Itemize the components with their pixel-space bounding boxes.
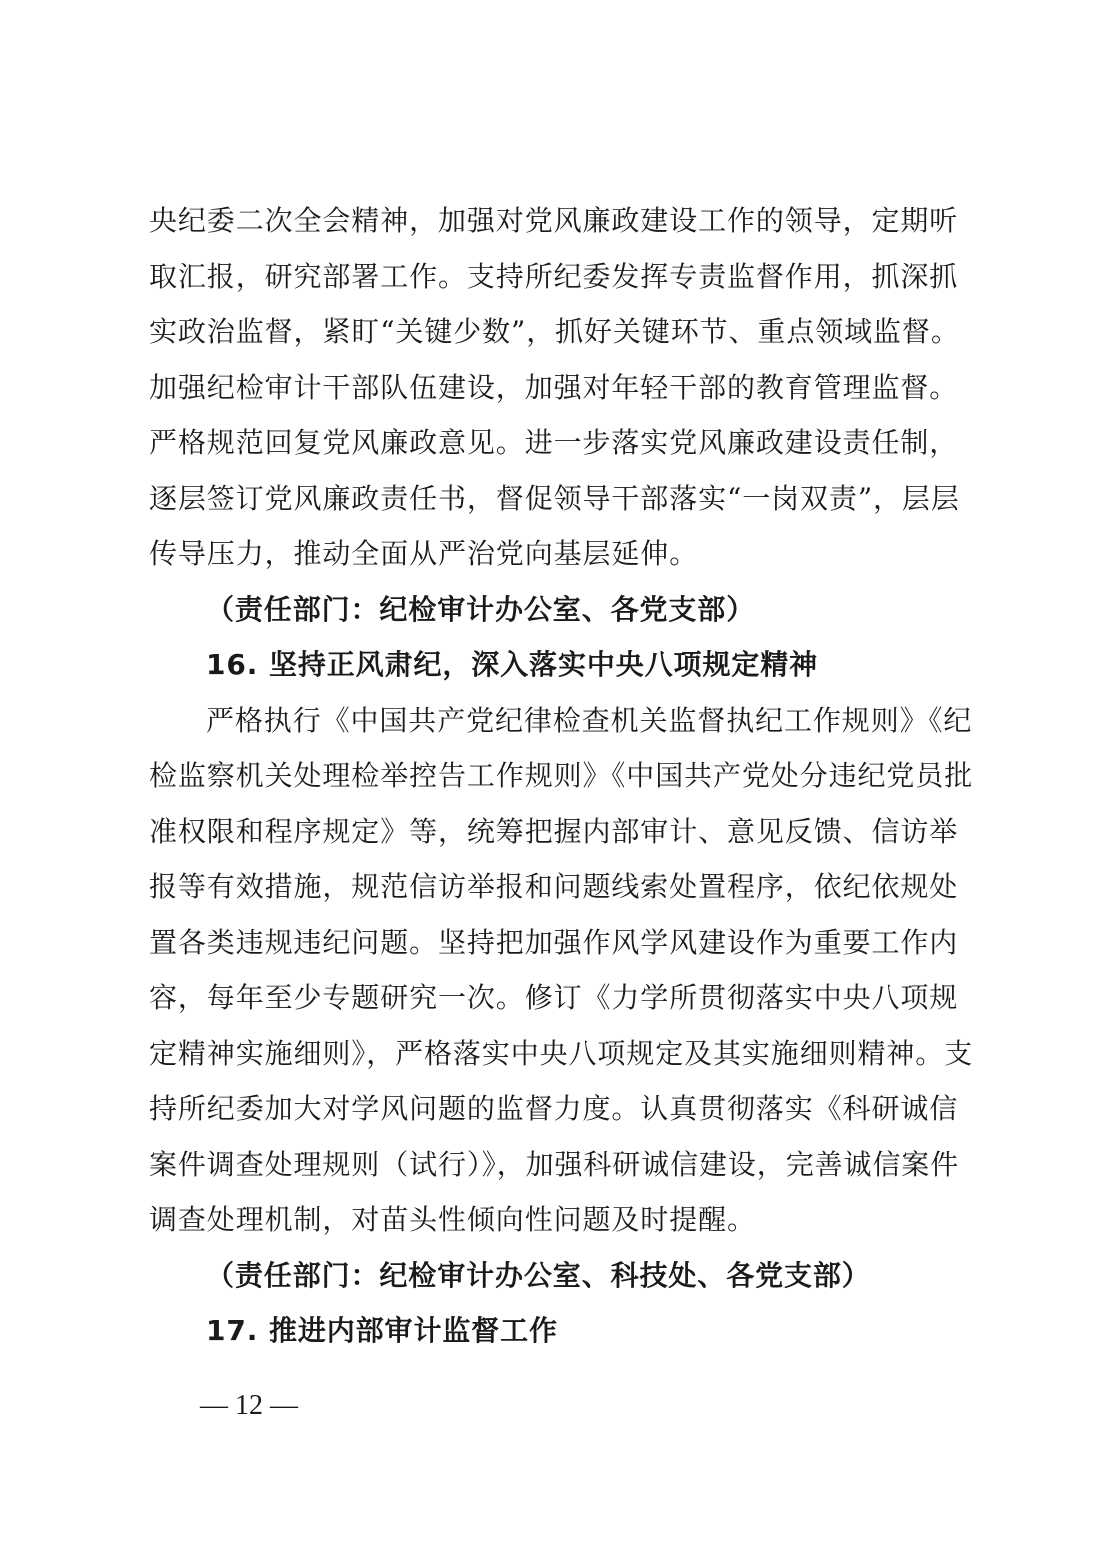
body-line: 严格规范回复党风廉政意见。进一步落实党风廉政建设责任制，	[149, 426, 959, 459]
page-body	[149, 193, 974, 1359]
body-line: 取汇报，研究部署工作。支持所纪委发挥专责监督作用，抓深抓	[149, 259, 959, 293]
body-line: 严格执行《中国共产党纪律检查机关监督执纪工作规则》《纪	[206, 703, 973, 737]
body-line: 准权限和程序规定》等，统筹把握内部审计、意见反馈、信访举	[149, 814, 959, 848]
body-line: 传导压力，推动全面从严治党向基层延伸。	[149, 537, 699, 570]
body-line: 报等有效措施，规范信访举报和问题线索处置程序，依纪依规处	[149, 870, 959, 903]
body-line: 置各类违规违纪问题。坚持把加强作风学风建设作为重要工作内	[149, 925, 959, 959]
section-heading-17: 17. 推进内部审计监督工作	[206, 1314, 558, 1347]
section-heading-16: 16. 坚持正风肃纪，深入落实中央八项规定精神	[206, 648, 819, 681]
body-line: 案件调查处理规则（试行）》，加强科研诚信建设，完善诚信案件	[149, 1147, 960, 1181]
body-line: 实政治监督，紧盯“关键少数”，抓好关键环节、重点领域监督。	[149, 315, 960, 348]
responsible-department-note: （责任部门：纪检审计办公室、各党支部）	[206, 592, 756, 626]
body-line: 央纪委二次全会精神，加强对党风廉政建设工作的领导，定期听	[149, 204, 959, 237]
body-line: 加强纪检审计干部队伍建设，加强对年轻干部的教育管理监督。	[149, 370, 959, 404]
responsible-department-note: （责任部门：纪检审计办公室、科技处、各党支部）	[206, 1258, 871, 1292]
body-line: 容，每年至少专题研究一次。修订《力学所贯彻落实中央八项规	[149, 981, 959, 1014]
body-line: 定精神实施细则》，严格落实中央八项规定及其实施细则精神。支	[149, 1036, 974, 1070]
body-line: 检监察机关处理检举控告工作规则》《中国共产党处分违纪党员批	[149, 759, 974, 792]
page-number: — 12 —	[200, 1390, 298, 1421]
body-line: 逐层签订党风廉政责任书，督促领导干部落实“一岗双责”，层层	[149, 481, 960, 515]
body-line: 调查处理机制，对苗头性倾向性问题及时提醒。	[149, 1203, 756, 1236]
body-line: 持所纪委加大对学风问题的监督力度。认真贯彻落实《科研诚信	[149, 1092, 959, 1125]
